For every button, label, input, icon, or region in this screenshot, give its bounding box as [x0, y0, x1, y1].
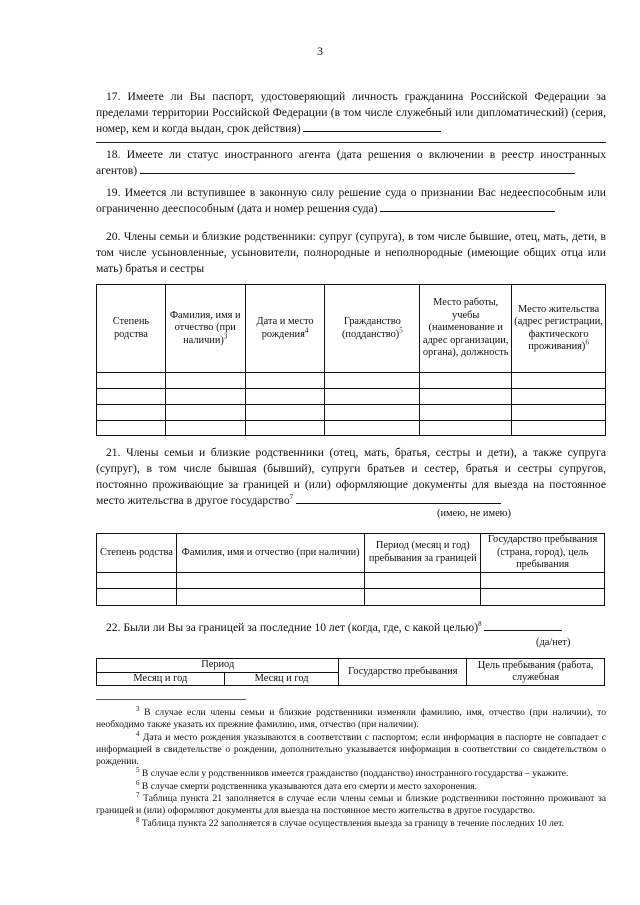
question-17-text: 17. Имеете ли Вы паспорт, удостоверяющий личность гражданина Российской Федерации за пределами территории Российской Федерации (в том числе служебный или дипломатический) (серия, номер, кем и когда выдан, срок действия): [96, 90, 606, 135]
question-19: [96, 185, 606, 217]
page-number: 3: [317, 44, 323, 58]
header-from: Месяц и год: [97, 672, 225, 686]
header-kinship: Степень родства: [97, 534, 177, 573]
header-period: Период (месяц и год) пребывания за границей: [365, 534, 481, 573]
question-20: 20. Члены семьи и близкие родственники: супруг (супруга), в том числе бывшие, отец, мать, дети, в том числе усыновленные, усыновители, полнородные и неполнородные (имеющие общих отца или мать) братья и сестры: [96, 230, 606, 275]
header-to: Месяц и год: [224, 672, 339, 686]
table-row[interactable]: [97, 405, 606, 421]
relatives-table: [96, 284, 606, 436]
header-purpose: Цель пребывания (работа, служебная: [467, 659, 605, 686]
header-citizenship: Гражданство (подданство)$^5$: [325, 285, 420, 373]
table-row[interactable]: [97, 572, 605, 588]
header-full-name: Фамилия, имя и отчество (при наличии)$^3$: [165, 285, 245, 373]
answer-21-hint: (имею, не имею): [437, 508, 511, 519]
question-21-text: 21. Члены семьи и близкие родственники (отец, мать, братья, сестры и дети), а также супруга (супруг), в том числе бывшая (бывший), супруги братьев и сестер, братья и сестры супругов, постоянно проживающие за границей и (или) оформляющие документы для выезда на постоянное место жительства в другое государство: [96, 446, 606, 507]
question-18: [96, 147, 606, 179]
header-period: Период: [97, 659, 339, 673]
question-17: [96, 89, 606, 137]
header-kinship: Степень родства: [97, 285, 166, 373]
footnotes: [96, 704, 606, 830]
question-19-text: 19. Имеется ли вступившее в законную силу решение суда о признании Вас недееспособным или ограниченно дееспособным (дата и номер решения суда): [96, 186, 606, 215]
table-row[interactable]: [97, 421, 606, 436]
footnote-8: $^8$ Таблица пункта 22 заполняется в случае осуществления выезда за границу в течение последних 10 лет.: [136, 815, 565, 829]
header-workplace: Место работы, учебы (наименование и адрес организации, органа), должность: [420, 285, 512, 373]
answer-18-field[interactable]: [140, 163, 575, 174]
question-18-text: 18. Имеете ли статус иностранного агента (дата решения о включении в реестр иностранных агентов): [96, 148, 606, 177]
relatives-abroad-table: [96, 533, 605, 606]
travel-table: [96, 658, 605, 686]
answer-21-field[interactable]: [296, 493, 501, 504]
header-full-name: Фамилия, имя и отчество (при наличии): [176, 534, 365, 573]
question-21: 21. Члены семьи и близкие родственники (отец, мать, братья, сестры и дети), а также супруга (супруг), в том числе бывшая (бывший), супруги братьев и сестер, братья и сестры супругов, постоянно проживающие за границей и (или) оформляющие документы для выезда на постоянное место жительства в другое государство$^7$: [96, 446, 606, 507]
header-country: Государство пребывания (страна, город), цель пребывания: [481, 534, 605, 573]
answer-22-hint: (да/нет): [536, 637, 571, 648]
answer-22-field[interactable]: [484, 620, 562, 631]
footnote-7: $^7$ Таблица пункта 21 заполняется в случае если члены семьи и близкие родственники постоянно проживают за границей и (или) оформляют документы для выезда на постоянное место жительства в другое государство.: [96, 790, 606, 817]
table-row[interactable]: [97, 588, 605, 605]
footnote-5: $^5$ В случае если у родственников имеется гражданство (подданство) иностранного государства – укажите.: [136, 766, 569, 780]
answer-17-field[interactable]: [303, 121, 441, 132]
question-22-text: 22. Были ли Вы за границей за последние 10 лет (когда, где, с какой целью): [106, 621, 479, 634]
header-residence: Место жительства (адрес регистрации, фактического проживания)$^6$: [512, 285, 606, 373]
footnote-separator: [96, 699, 246, 700]
table-row[interactable]: [97, 373, 606, 389]
question-22: 22. Были ли Вы за границей за последние 10 лет (когда, где, с какой целью)$^8$: [96, 620, 606, 636]
answer-17-line-2[interactable]: [96, 142, 606, 143]
answer-19-field[interactable]: [380, 201, 555, 212]
table-row[interactable]: [97, 389, 606, 405]
header-birth: Дата и место рождения$^4$: [245, 285, 325, 373]
footnote-4: $^4$ Дата и место рождения указываются в соответствии с паспортом; если информация в паспорте не совпадает с информацией в свидетельстве о рождении, дополнительно указывается информация в соответствии со свидетельством о рождении.: [96, 729, 606, 768]
footnote-3: $^3$ В случае если члены семьи и близкие родственники изменяли фамилию, имя, отчество (при наличии), то необходимо также указать их прежние фамилию, имя, отчество (при наличии).: [96, 704, 606, 731]
footnote-6: $^6$ В случае смерти родственника указываются дата его смерти и место захоронения.: [136, 778, 478, 792]
header-country: Государство пребывания: [339, 659, 467, 686]
